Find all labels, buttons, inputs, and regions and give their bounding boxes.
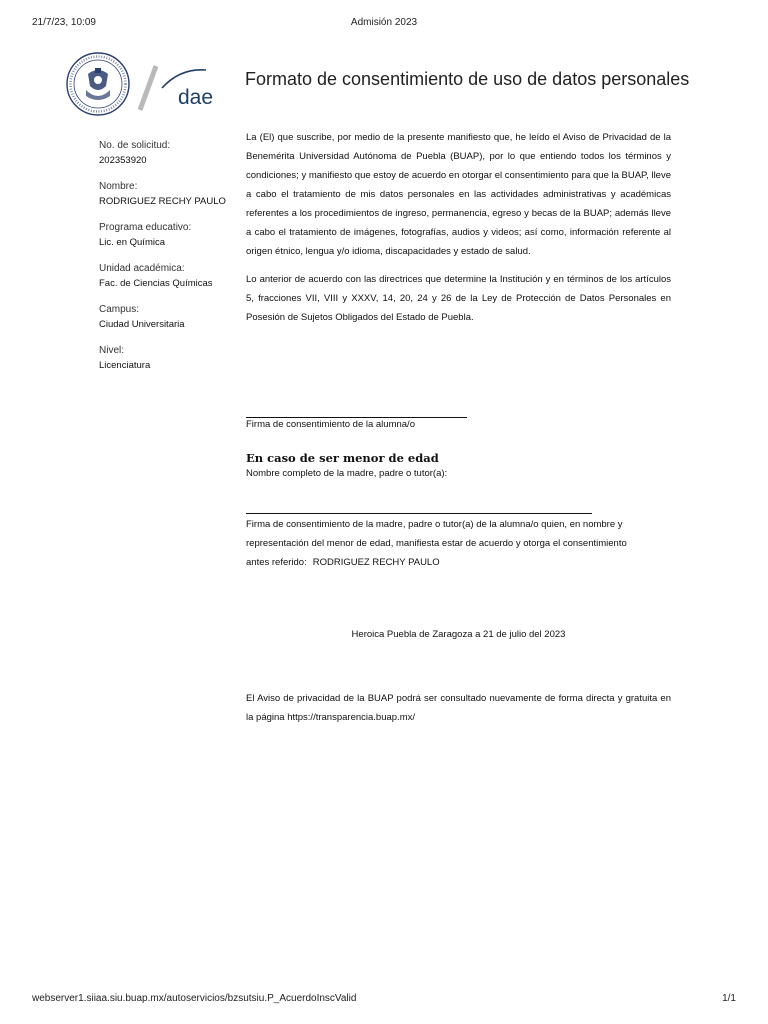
consent-paragraph: La (El) que suscribe, por medio de la presente manifiesto que, he leído el Aviso de Privacidad de la Benemérita Universidad Autónoma de Puebla (BUAP), por lo que entiendo todos los términos y condiciones; y manifiesto que estoy de acuerdo en otorgar el consentimiento para que la BUAP, lleve a cabo el tratamiento de mis datos personales en las actividades administrativas y académicas referentes a los procedimientos de ingreso, permanencia, egreso y becas de la BUAP; además lleve a cabo el tratamiento de imágenes, fotografías, audios y videos; así como, información referente al origen étnico, lengua y/o idioma, discapacidades y estado de salud. xyxy=(246,132,671,257)
svg-text:dae: dae xyxy=(178,86,214,109)
field-name xyxy=(99,179,239,209)
field-label: Programa educativo: xyxy=(99,222,192,233)
page-url: webserver1.siiaa.siu.buap.mx/autoservicios/bzsutsiu.P_AcuerdoInscValid xyxy=(32,993,357,1004)
field-application-number xyxy=(99,138,239,168)
student-signature-caption: Firma de consentimiento de la alumna/o xyxy=(246,419,415,430)
form-title: Formato de consentimiento de uso de datos personales xyxy=(245,69,690,89)
dae-logo xyxy=(134,62,218,114)
print-date: 21/7/23, 10:09 xyxy=(32,17,96,28)
field-label: Unidad académica: xyxy=(99,263,185,274)
field-label: No. de solicitud: xyxy=(99,140,171,151)
print-footer xyxy=(32,993,736,1007)
field-campus xyxy=(99,302,239,332)
student-signature-line xyxy=(246,417,467,418)
field-value: Licenciatura xyxy=(99,360,151,371)
print-title: Admisión 2023 xyxy=(350,17,418,28)
applicant-details xyxy=(99,138,239,384)
consent-body xyxy=(246,128,671,336)
guardian-signature-text xyxy=(246,515,651,572)
university-seal-logo xyxy=(66,52,130,116)
field-label: Nombre: xyxy=(99,181,138,192)
student-name: RODRIGUEZ RECHY PAULO xyxy=(312,557,440,568)
legal-reference-paragraph: Lo anterior de acuerdo con las directrices que determine la Institución y en términos de los artículos 5, fracciones VII, VIII y XXXV, 14, 20, 24 y 26 de la Ley de Protección de Datos Personales en Posesión de Sujetos Obligados del Estado de Puebla. xyxy=(246,274,671,323)
page-number: 1/1 xyxy=(722,993,736,1004)
place-and-date: Heroica Puebla de Zaragoza a 21 de julio del 2023 xyxy=(351,629,566,640)
field-value: Ciudad Universitaria xyxy=(99,319,185,330)
minor-section-heading: En caso de ser menor de edad xyxy=(246,451,439,465)
field-value: Fac. de Ciencias Químicas xyxy=(99,278,213,289)
field-value: RODRIGUEZ RECHY PAULO xyxy=(99,196,226,207)
guardian-consent-statement: Firma de consentimiento de la madre, padre o tutor(a) de la alumna/o quien, en nombre y representación del menor de edad, manifiesta estar de acuerdo y otorga el consentimiento antes referido: xyxy=(246,519,627,568)
field-academic-unit xyxy=(99,261,239,291)
field-value: Lic. en Química xyxy=(99,237,165,248)
field-label: Campus: xyxy=(99,304,140,315)
guardian-signature-line xyxy=(246,513,592,514)
privacy-notice: El Aviso de privacidad de la BUAP podrá ser consultado nuevamente de forma directa y gratuita en la página https://transparencia.buap.mx/ xyxy=(246,693,671,723)
print-header xyxy=(32,17,736,31)
field-label: Nivel: xyxy=(99,345,125,356)
field-value: 202353920 xyxy=(99,155,147,166)
field-program xyxy=(99,220,239,250)
field-level xyxy=(99,343,239,373)
guardian-name-label: Nombre completo de la madre, padre o tutor(a): xyxy=(246,468,448,479)
